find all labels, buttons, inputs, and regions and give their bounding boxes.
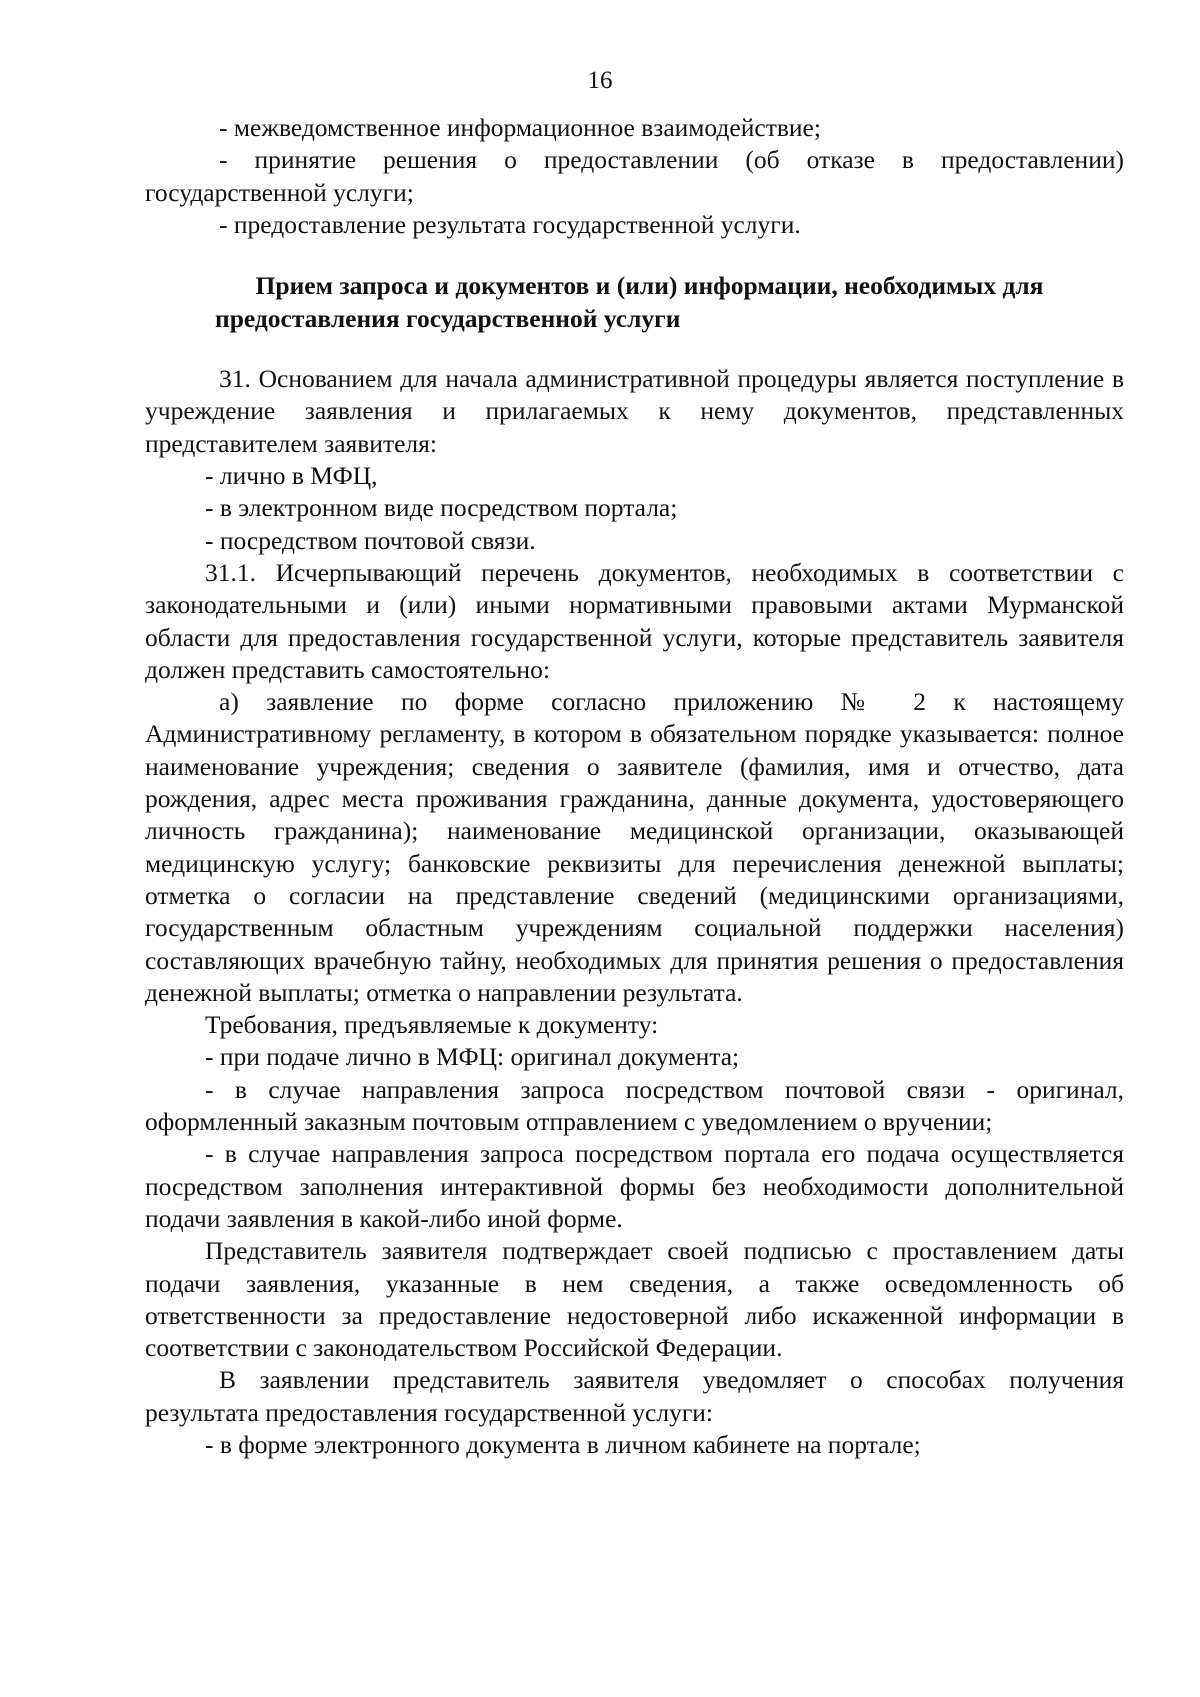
list-item: - принятие решения о предоставлении (об отказе в предоставлении) государственной услуги; — [145, 145, 1124, 207]
list-item: - лично в МФЦ, — [205, 461, 378, 491]
list-item: - при подаче лично в МФЦ: оригинал документа; — [205, 1042, 740, 1072]
list-item: - в форме электронного документа в личном кабинете на портале; — [205, 1429, 921, 1459]
notification-paragraph: В заявлении представитель заявителя уведомляет о способах получения результата предоставления государственной услуги: — [145, 1365, 1124, 1427]
list-item: - предоставление результата государственной услуги. — [219, 209, 801, 239]
document-body — [145, 112, 1124, 1461]
list-item: - межведомственное информационное взаимодействие; — [219, 113, 821, 142]
list-item: - в случае направления запроса посредством портала его подача осуществляется посредством заполнения интерактивной формы без необходимости дополнительной подачи заявления в какой-либо иной форме. — [145, 1139, 1124, 1233]
paragraph-31: 31. Основанием для начала административной процедуры является поступление в учреждение заявления и прилагаемых к нему документов, представленных представителем заявителя: — [145, 364, 1124, 458]
requirements-intro: Требования, предъявляемые к документу: — [205, 1010, 659, 1040]
signature-paragraph: Представитель заявителя подтверждает своей подписью с проставлением даты подачи заявления, указанные в нем сведения, а также осведомленность об ответственности за предоставление недостоверной либо искаженной информации в соответствии с законодательством Российской Федерации. — [145, 1236, 1124, 1363]
section-heading: Прием запроса и документов и (или) информации, необходимых для предоставления государственной услуги — [215, 271, 1044, 334]
list-item: - в электронном виде посредством портала; — [205, 493, 678, 523]
paragraph-31-1: 31.1. Исчерпывающий перечень документов, необходимых в соответствии с законодательными и (или) иными нормативными правовыми актами Мурманской области для предоставления государственной услуги, которые представитель заявителя должен представить самостоятельно: — [145, 557, 1124, 684]
list-item: - в случае направления запроса посредством почтовой связи - оригинал, оформленный заказным почтовым отправлением с уведомлением о вручении; — [145, 1074, 1124, 1137]
page-number: 16 — [587, 67, 613, 94]
list-item: - посредством почтовой связи. — [205, 525, 536, 555]
paragraph-a: а) заявление по форме согласно приложению № 2 к настоящему Административному регламенту, в котором в обязательном порядке указывается: полное наименование учреждения; сведения о заявителе (фамилия, имя и отчество, дата рождения, адрес места проживания гражданина, данные документа, удостоверяющего личность гражданина); наименование медицинской организации, оказывающей медицинскую услугу; банковские реквизиты для перечисления денежной выплаты; отметка о согласии на представление сведений (медицинскими организациями, государственным областным учреждениям социальной поддержки населения) составляющих врачебную тайну, необходимых для принятия решения о предоставления денежной выплаты; отметка о направлении результата. — [145, 687, 1124, 1007]
